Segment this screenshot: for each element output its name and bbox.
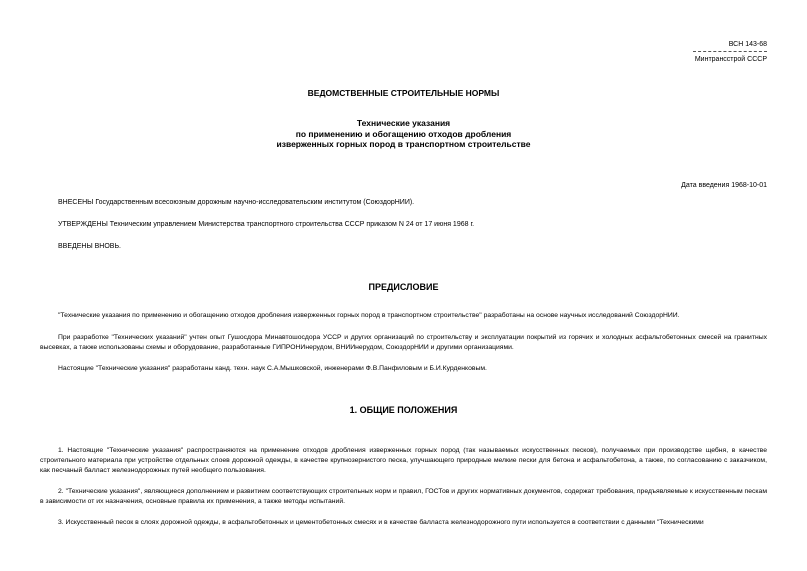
document-code: ВСН 143-68 (728, 41, 767, 48)
document-subtitle (0, 118, 807, 150)
ministry-name: Минтрансстрой СССР (694, 56, 767, 63)
subtitle-line-2: по применению и обогащению отходов дробления (295, 128, 512, 139)
foreword-paragraph-1: "Технические указания по применению и обогащению отходов дробления изверженных горных пород в транспортном строительстве" разработаны на основе научных исследований СоюздорНИИ. (58, 312, 680, 319)
foreword-heading: ПРЕДИСЛОВИЕ (368, 282, 439, 292)
section-1-paragraph-3: 3. Искусственный песок в слоях дорожной одежды, в асфальтобетонных и цементобетонных смесях и в качестве балласта железнодорожного пути используется в соответствии с данными "Техническими (58, 519, 704, 526)
introduced-by: ВНЕСЕНЫ Государственным всесоюзным дорожным научно-исследовательским институтом (СоюздорНИИ). (58, 199, 415, 206)
subtitle-line-1: Технические указания (356, 118, 451, 128)
approved-by: УТВЕРЖДЕНЫ Техническим управлением Министерства транспортного строительства СССР приказом N 24 от 17 июня 1968 г. (58, 221, 475, 228)
section-1-heading: 1. ОБЩИЕ ПОЛОЖЕНИЯ (349, 405, 458, 415)
foreword-paragraph-2: При разработке "Технических указаний" учтен опыт Гушосдора Минавтошосдора УССР и других организаций по строительству и эксплуатации покрытий из горячих и холодных асфальтобетонных смесей на гранитных высевках, а также использованы схемы и оборудование, разработанные ГИПРОНИнерудом, ВНИИнерудом, СоюздорНИИ и другими организациями. (40, 334, 767, 351)
section-1-paragraph-1: 1. Настоящие "Технические указания" распространяются на применение отходов дробления изверженных горных пород (так называемых искусственных песков), получаемых при производстве щебня, в качестве строительного материала при устройстве отдельных слоев дорожной одежды, в качестве крупнозернистого песка, улучшающего природные мелкие пески для бетона и асфальтобетона, а также, по согласованию с заказчиком, как песчаный балласт железнодорожных путей необщего пользования. (40, 447, 767, 474)
introduced-new: ВВЕДЕНЫ ВНОВЬ. (58, 243, 121, 250)
section-1-paragraph-2: 2. "Технические указания", являющиеся дополнением и развитием соответствующих строительных норм и правил, ГОСТов и других нормативных документов, содержат требования, предъявляемые к искусственным пескам в зависимости от их назначения, основные правила их применения, а также методы испытаний. (40, 488, 767, 505)
effective-date: Дата введения 1968-10-01 (681, 182, 767, 189)
code-divider (693, 51, 767, 52)
document-title: ВЕДОМСТВЕННЫЕ СТРОИТЕЛЬНЫЕ НОРМЫ (307, 88, 500, 98)
document-code-block (693, 40, 767, 64)
subtitle-line-3: изверженных горных пород в транспортном строительстве (276, 139, 531, 149)
foreword-paragraph-3: Настоящие "Технические указания" разработаны канд. техн. наук С.А.Мышковской, инженерами Ф.В.Панфиловым и Б.И.Курденковым. (58, 365, 487, 372)
